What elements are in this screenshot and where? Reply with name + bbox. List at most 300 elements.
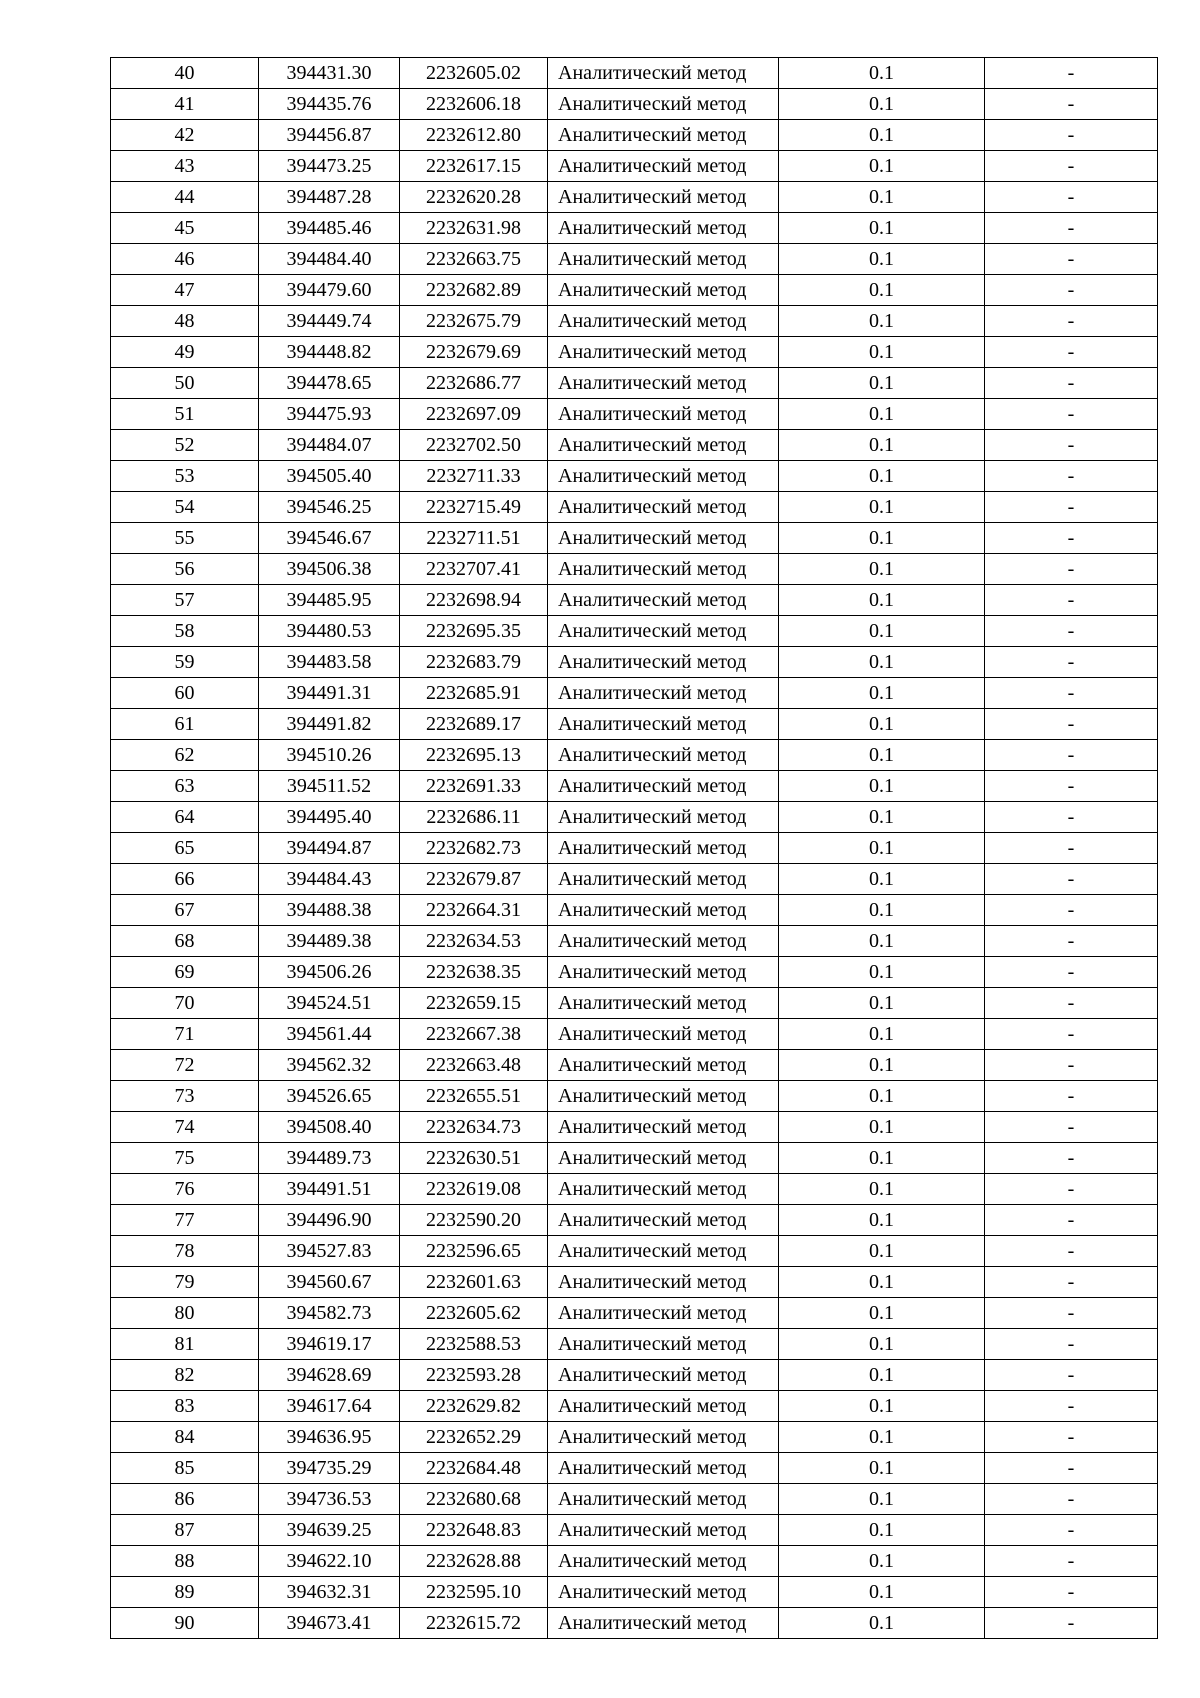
x-coordinate-cell: 394475.93 bbox=[259, 399, 400, 430]
method-cell: Аналитический метод bbox=[548, 616, 779, 647]
x-coordinate-cell: 394489.73 bbox=[259, 1143, 400, 1174]
description-cell: - bbox=[985, 1205, 1158, 1236]
accuracy-cell: 0.1 bbox=[779, 182, 985, 213]
description-cell: - bbox=[985, 1515, 1158, 1546]
x-coordinate-cell: 394505.40 bbox=[259, 461, 400, 492]
method-cell: Аналитический метод bbox=[548, 895, 779, 926]
accuracy-cell: 0.1 bbox=[779, 988, 985, 1019]
method-cell: Аналитический метод bbox=[548, 1205, 779, 1236]
table-row bbox=[111, 523, 1158, 554]
y-coordinate-cell: 2232659.15 bbox=[400, 988, 548, 1019]
description-cell: - bbox=[985, 957, 1158, 988]
accuracy-cell: 0.1 bbox=[779, 213, 985, 244]
y-coordinate-cell: 2232695.35 bbox=[400, 616, 548, 647]
description-cell: - bbox=[985, 1546, 1158, 1577]
table-row bbox=[111, 1205, 1158, 1236]
y-coordinate-cell: 2232697.09 bbox=[400, 399, 548, 430]
y-coordinate-cell: 2232698.94 bbox=[400, 585, 548, 616]
table-row bbox=[111, 1019, 1158, 1050]
y-coordinate-cell: 2232680.68 bbox=[400, 1484, 548, 1515]
description-cell: - bbox=[985, 1484, 1158, 1515]
table-row bbox=[111, 58, 1158, 89]
accuracy-cell: 0.1 bbox=[779, 1112, 985, 1143]
point-number-cell: 62 bbox=[111, 740, 259, 771]
description-cell: - bbox=[985, 368, 1158, 399]
accuracy-cell: 0.1 bbox=[779, 554, 985, 585]
method-cell: Аналитический метод bbox=[548, 740, 779, 771]
point-number-cell: 73 bbox=[111, 1081, 259, 1112]
accuracy-cell: 0.1 bbox=[779, 678, 985, 709]
y-coordinate-cell: 2232683.79 bbox=[400, 647, 548, 678]
description-cell: - bbox=[985, 1143, 1158, 1174]
accuracy-cell: 0.1 bbox=[779, 864, 985, 895]
point-number-cell: 82 bbox=[111, 1360, 259, 1391]
y-coordinate-cell: 2232620.28 bbox=[400, 182, 548, 213]
point-number-cell: 79 bbox=[111, 1267, 259, 1298]
point-number-cell: 89 bbox=[111, 1577, 259, 1608]
method-cell: Аналитический метод bbox=[548, 1515, 779, 1546]
table-row bbox=[111, 864, 1158, 895]
y-coordinate-cell: 2232588.53 bbox=[400, 1329, 548, 1360]
table-row bbox=[111, 895, 1158, 926]
x-coordinate-cell: 394506.38 bbox=[259, 554, 400, 585]
point-number-cell: 42 bbox=[111, 120, 259, 151]
x-coordinate-cell: 394483.58 bbox=[259, 647, 400, 678]
description-cell: - bbox=[985, 1422, 1158, 1453]
x-coordinate-cell: 394485.95 bbox=[259, 585, 400, 616]
table-row bbox=[111, 368, 1158, 399]
accuracy-cell: 0.1 bbox=[779, 740, 985, 771]
point-number-cell: 63 bbox=[111, 771, 259, 802]
point-number-cell: 78 bbox=[111, 1236, 259, 1267]
table-row bbox=[111, 151, 1158, 182]
table-row bbox=[111, 957, 1158, 988]
table-row bbox=[111, 1050, 1158, 1081]
y-coordinate-cell: 2232684.48 bbox=[400, 1453, 548, 1484]
table-row bbox=[111, 585, 1158, 616]
description-cell: - bbox=[985, 1019, 1158, 1050]
description-cell: - bbox=[985, 1577, 1158, 1608]
y-coordinate-cell: 2232686.77 bbox=[400, 368, 548, 399]
accuracy-cell: 0.1 bbox=[779, 120, 985, 151]
method-cell: Аналитический метод bbox=[548, 926, 779, 957]
description-cell: - bbox=[985, 492, 1158, 523]
y-coordinate-cell: 2232634.73 bbox=[400, 1112, 548, 1143]
point-number-cell: 60 bbox=[111, 678, 259, 709]
table-row bbox=[111, 120, 1158, 151]
table-row bbox=[111, 1360, 1158, 1391]
y-coordinate-cell: 2232682.89 bbox=[400, 275, 548, 306]
method-cell: Аналитический метод bbox=[548, 1484, 779, 1515]
accuracy-cell: 0.1 bbox=[779, 1608, 985, 1639]
point-number-cell: 57 bbox=[111, 585, 259, 616]
accuracy-cell: 0.1 bbox=[779, 430, 985, 461]
table-row bbox=[111, 1236, 1158, 1267]
description-cell: - bbox=[985, 802, 1158, 833]
x-coordinate-cell: 394489.38 bbox=[259, 926, 400, 957]
method-cell: Аналитический метод bbox=[548, 1391, 779, 1422]
method-cell: Аналитический метод bbox=[548, 399, 779, 430]
table-row bbox=[111, 616, 1158, 647]
accuracy-cell: 0.1 bbox=[779, 1174, 985, 1205]
table-row bbox=[111, 1174, 1158, 1205]
accuracy-cell: 0.1 bbox=[779, 244, 985, 275]
point-number-cell: 69 bbox=[111, 957, 259, 988]
x-coordinate-cell: 394478.65 bbox=[259, 368, 400, 399]
table-row bbox=[111, 337, 1158, 368]
accuracy-cell: 0.1 bbox=[779, 1360, 985, 1391]
y-coordinate-cell: 2232629.82 bbox=[400, 1391, 548, 1422]
method-cell: Аналитический метод bbox=[548, 1236, 779, 1267]
accuracy-cell: 0.1 bbox=[779, 1391, 985, 1422]
method-cell: Аналитический метод bbox=[548, 1608, 779, 1639]
accuracy-cell: 0.1 bbox=[779, 1050, 985, 1081]
x-coordinate-cell: 394491.51 bbox=[259, 1174, 400, 1205]
x-coordinate-cell: 394488.38 bbox=[259, 895, 400, 926]
table-row bbox=[111, 833, 1158, 864]
description-cell: - bbox=[985, 585, 1158, 616]
point-number-cell: 77 bbox=[111, 1205, 259, 1236]
method-cell: Аналитический метод bbox=[548, 89, 779, 120]
table-row bbox=[111, 1515, 1158, 1546]
method-cell: Аналитический метод bbox=[548, 368, 779, 399]
point-number-cell: 56 bbox=[111, 554, 259, 585]
x-coordinate-cell: 394435.76 bbox=[259, 89, 400, 120]
y-coordinate-cell: 2232675.79 bbox=[400, 306, 548, 337]
description-cell: - bbox=[985, 554, 1158, 585]
point-number-cell: 55 bbox=[111, 523, 259, 554]
description-cell: - bbox=[985, 461, 1158, 492]
description-cell: - bbox=[985, 523, 1158, 554]
point-number-cell: 68 bbox=[111, 926, 259, 957]
table-row bbox=[111, 1298, 1158, 1329]
x-coordinate-cell: 394639.25 bbox=[259, 1515, 400, 1546]
table-row bbox=[111, 647, 1158, 678]
description-cell: - bbox=[985, 833, 1158, 864]
x-coordinate-cell: 394479.60 bbox=[259, 275, 400, 306]
description-cell: - bbox=[985, 616, 1158, 647]
x-coordinate-cell: 394632.31 bbox=[259, 1577, 400, 1608]
y-coordinate-cell: 2232663.75 bbox=[400, 244, 548, 275]
method-cell: Аналитический метод bbox=[548, 1298, 779, 1329]
x-coordinate-cell: 394496.90 bbox=[259, 1205, 400, 1236]
accuracy-cell: 0.1 bbox=[779, 709, 985, 740]
description-cell: - bbox=[985, 1267, 1158, 1298]
description-cell: - bbox=[985, 120, 1158, 151]
method-cell: Аналитический метод bbox=[548, 120, 779, 151]
description-cell: - bbox=[985, 709, 1158, 740]
point-number-cell: 53 bbox=[111, 461, 259, 492]
y-coordinate-cell: 2232638.35 bbox=[400, 957, 548, 988]
method-cell: Аналитический метод bbox=[548, 275, 779, 306]
method-cell: Аналитический метод bbox=[548, 213, 779, 244]
method-cell: Аналитический метод bbox=[548, 1081, 779, 1112]
y-coordinate-cell: 2232711.51 bbox=[400, 523, 548, 554]
accuracy-cell: 0.1 bbox=[779, 1515, 985, 1546]
point-number-cell: 43 bbox=[111, 151, 259, 182]
method-cell: Аналитический метод bbox=[548, 337, 779, 368]
point-number-cell: 90 bbox=[111, 1608, 259, 1639]
table-row bbox=[111, 771, 1158, 802]
table-row bbox=[111, 244, 1158, 275]
accuracy-cell: 0.1 bbox=[779, 523, 985, 554]
method-cell: Аналитический метод bbox=[548, 1577, 779, 1608]
description-cell: - bbox=[985, 1608, 1158, 1639]
x-coordinate-cell: 394484.07 bbox=[259, 430, 400, 461]
method-cell: Аналитический метод bbox=[548, 1112, 779, 1143]
y-coordinate-cell: 2232595.10 bbox=[400, 1577, 548, 1608]
point-number-cell: 80 bbox=[111, 1298, 259, 1329]
y-coordinate-cell: 2232663.48 bbox=[400, 1050, 548, 1081]
x-coordinate-cell: 394526.65 bbox=[259, 1081, 400, 1112]
description-cell: - bbox=[985, 1081, 1158, 1112]
method-cell: Аналитический метод bbox=[548, 709, 779, 740]
table-row bbox=[111, 492, 1158, 523]
description-cell: - bbox=[985, 182, 1158, 213]
x-coordinate-cell: 394511.52 bbox=[259, 771, 400, 802]
description-cell: - bbox=[985, 151, 1158, 182]
description-cell: - bbox=[985, 864, 1158, 895]
x-coordinate-cell: 394546.67 bbox=[259, 523, 400, 554]
table-row bbox=[111, 678, 1158, 709]
method-cell: Аналитический метод bbox=[548, 1546, 779, 1577]
point-number-cell: 41 bbox=[111, 89, 259, 120]
y-coordinate-cell: 2232686.11 bbox=[400, 802, 548, 833]
x-coordinate-cell: 394561.44 bbox=[259, 1019, 400, 1050]
x-coordinate-cell: 394495.40 bbox=[259, 802, 400, 833]
table-row bbox=[111, 554, 1158, 585]
point-number-cell: 54 bbox=[111, 492, 259, 523]
point-number-cell: 70 bbox=[111, 988, 259, 1019]
method-cell: Аналитический метод bbox=[548, 1267, 779, 1298]
description-cell: - bbox=[985, 895, 1158, 926]
accuracy-cell: 0.1 bbox=[779, 461, 985, 492]
y-coordinate-cell: 2232612.80 bbox=[400, 120, 548, 151]
point-number-cell: 58 bbox=[111, 616, 259, 647]
y-coordinate-cell: 2232689.17 bbox=[400, 709, 548, 740]
table-row bbox=[111, 1484, 1158, 1515]
accuracy-cell: 0.1 bbox=[779, 368, 985, 399]
x-coordinate-cell: 394508.40 bbox=[259, 1112, 400, 1143]
y-coordinate-cell: 2232619.08 bbox=[400, 1174, 548, 1205]
y-coordinate-cell: 2232655.51 bbox=[400, 1081, 548, 1112]
description-cell: - bbox=[985, 306, 1158, 337]
accuracy-cell: 0.1 bbox=[779, 1484, 985, 1515]
accuracy-cell: 0.1 bbox=[779, 89, 985, 120]
y-coordinate-cell: 2232605.02 bbox=[400, 58, 548, 89]
y-coordinate-cell: 2232711.33 bbox=[400, 461, 548, 492]
point-number-cell: 47 bbox=[111, 275, 259, 306]
y-coordinate-cell: 2232593.28 bbox=[400, 1360, 548, 1391]
description-cell: - bbox=[985, 678, 1158, 709]
table-row bbox=[111, 1546, 1158, 1577]
x-coordinate-cell: 394560.67 bbox=[259, 1267, 400, 1298]
x-coordinate-cell: 394491.31 bbox=[259, 678, 400, 709]
accuracy-cell: 0.1 bbox=[779, 647, 985, 678]
table-row bbox=[111, 89, 1158, 120]
y-coordinate-cell: 2232695.13 bbox=[400, 740, 548, 771]
table-row bbox=[111, 275, 1158, 306]
method-cell: Аналитический метод bbox=[548, 430, 779, 461]
table-row bbox=[111, 1577, 1158, 1608]
x-coordinate-cell: 394449.74 bbox=[259, 306, 400, 337]
point-number-cell: 85 bbox=[111, 1453, 259, 1484]
point-number-cell: 46 bbox=[111, 244, 259, 275]
accuracy-cell: 0.1 bbox=[779, 771, 985, 802]
point-number-cell: 86 bbox=[111, 1484, 259, 1515]
description-cell: - bbox=[985, 771, 1158, 802]
accuracy-cell: 0.1 bbox=[779, 1205, 985, 1236]
method-cell: Аналитический метод bbox=[548, 554, 779, 585]
x-coordinate-cell: 394562.32 bbox=[259, 1050, 400, 1081]
method-cell: Аналитический метод bbox=[548, 647, 779, 678]
accuracy-cell: 0.1 bbox=[779, 1422, 985, 1453]
point-number-cell: 87 bbox=[111, 1515, 259, 1546]
x-coordinate-cell: 394487.28 bbox=[259, 182, 400, 213]
table-row bbox=[111, 1453, 1158, 1484]
description-cell: - bbox=[985, 58, 1158, 89]
accuracy-cell: 0.1 bbox=[779, 1143, 985, 1174]
description-cell: - bbox=[985, 1236, 1158, 1267]
table-row bbox=[111, 430, 1158, 461]
description-cell: - bbox=[985, 647, 1158, 678]
point-number-cell: 44 bbox=[111, 182, 259, 213]
x-coordinate-cell: 394524.51 bbox=[259, 988, 400, 1019]
x-coordinate-cell: 394456.87 bbox=[259, 120, 400, 151]
point-number-cell: 66 bbox=[111, 864, 259, 895]
x-coordinate-cell: 394628.69 bbox=[259, 1360, 400, 1391]
point-number-cell: 64 bbox=[111, 802, 259, 833]
method-cell: Аналитический метод bbox=[548, 151, 779, 182]
x-coordinate-cell: 394484.43 bbox=[259, 864, 400, 895]
y-coordinate-cell: 2232682.73 bbox=[400, 833, 548, 864]
y-coordinate-cell: 2232617.15 bbox=[400, 151, 548, 182]
accuracy-cell: 0.1 bbox=[779, 1236, 985, 1267]
description-cell: - bbox=[985, 337, 1158, 368]
method-cell: Аналитический метод bbox=[548, 864, 779, 895]
y-coordinate-cell: 2232601.63 bbox=[400, 1267, 548, 1298]
x-coordinate-cell: 394491.82 bbox=[259, 709, 400, 740]
accuracy-cell: 0.1 bbox=[779, 1546, 985, 1577]
y-coordinate-cell: 2232596.65 bbox=[400, 1236, 548, 1267]
point-number-cell: 49 bbox=[111, 337, 259, 368]
description-cell: - bbox=[985, 988, 1158, 1019]
accuracy-cell: 0.1 bbox=[779, 1298, 985, 1329]
x-coordinate-cell: 394673.41 bbox=[259, 1608, 400, 1639]
point-number-cell: 61 bbox=[111, 709, 259, 740]
y-coordinate-cell: 2232691.33 bbox=[400, 771, 548, 802]
table-row bbox=[111, 306, 1158, 337]
point-number-cell: 74 bbox=[111, 1112, 259, 1143]
y-coordinate-cell: 2232615.72 bbox=[400, 1608, 548, 1639]
method-cell: Аналитический метод bbox=[548, 492, 779, 523]
method-cell: Аналитический метод bbox=[548, 833, 779, 864]
point-number-cell: 81 bbox=[111, 1329, 259, 1360]
description-cell: - bbox=[985, 275, 1158, 306]
method-cell: Аналитический метод bbox=[548, 771, 779, 802]
point-number-cell: 48 bbox=[111, 306, 259, 337]
accuracy-cell: 0.1 bbox=[779, 616, 985, 647]
coordinates-table bbox=[110, 57, 1158, 1639]
y-coordinate-cell: 2232715.49 bbox=[400, 492, 548, 523]
y-coordinate-cell: 2232702.50 bbox=[400, 430, 548, 461]
y-coordinate-cell: 2232590.20 bbox=[400, 1205, 548, 1236]
y-coordinate-cell: 2232667.38 bbox=[400, 1019, 548, 1050]
x-coordinate-cell: 394582.73 bbox=[259, 1298, 400, 1329]
accuracy-cell: 0.1 bbox=[779, 957, 985, 988]
coordinates-table-body bbox=[111, 58, 1158, 1639]
table-row bbox=[111, 1329, 1158, 1360]
x-coordinate-cell: 394480.53 bbox=[259, 616, 400, 647]
method-cell: Аналитический метод bbox=[548, 957, 779, 988]
method-cell: Аналитический метод bbox=[548, 306, 779, 337]
table-row bbox=[111, 1608, 1158, 1639]
accuracy-cell: 0.1 bbox=[779, 926, 985, 957]
x-coordinate-cell: 394617.64 bbox=[259, 1391, 400, 1422]
table-row bbox=[111, 182, 1158, 213]
table-row bbox=[111, 926, 1158, 957]
method-cell: Аналитический метод bbox=[548, 1174, 779, 1205]
table-row bbox=[111, 1422, 1158, 1453]
accuracy-cell: 0.1 bbox=[779, 337, 985, 368]
description-cell: - bbox=[985, 1298, 1158, 1329]
method-cell: Аналитический метод bbox=[548, 1019, 779, 1050]
accuracy-cell: 0.1 bbox=[779, 58, 985, 89]
table-row bbox=[111, 1267, 1158, 1298]
method-cell: Аналитический метод bbox=[548, 1329, 779, 1360]
description-cell: - bbox=[985, 1453, 1158, 1484]
x-coordinate-cell: 394448.82 bbox=[259, 337, 400, 368]
x-coordinate-cell: 394636.95 bbox=[259, 1422, 400, 1453]
table-row bbox=[111, 1391, 1158, 1422]
x-coordinate-cell: 394735.29 bbox=[259, 1453, 400, 1484]
description-cell: - bbox=[985, 1360, 1158, 1391]
x-coordinate-cell: 394473.25 bbox=[259, 151, 400, 182]
point-number-cell: 76 bbox=[111, 1174, 259, 1205]
y-coordinate-cell: 2232606.18 bbox=[400, 89, 548, 120]
accuracy-cell: 0.1 bbox=[779, 1577, 985, 1608]
method-cell: Аналитический метод bbox=[548, 182, 779, 213]
accuracy-cell: 0.1 bbox=[779, 802, 985, 833]
y-coordinate-cell: 2232707.41 bbox=[400, 554, 548, 585]
description-cell: - bbox=[985, 1050, 1158, 1081]
method-cell: Аналитический метод bbox=[548, 1050, 779, 1081]
table-row bbox=[111, 461, 1158, 492]
table-row bbox=[111, 1143, 1158, 1174]
point-number-cell: 83 bbox=[111, 1391, 259, 1422]
y-coordinate-cell: 2232631.98 bbox=[400, 213, 548, 244]
y-coordinate-cell: 2232605.62 bbox=[400, 1298, 548, 1329]
accuracy-cell: 0.1 bbox=[779, 1019, 985, 1050]
x-coordinate-cell: 394485.46 bbox=[259, 213, 400, 244]
x-coordinate-cell: 394622.10 bbox=[259, 1546, 400, 1577]
table-row bbox=[111, 1081, 1158, 1112]
accuracy-cell: 0.1 bbox=[779, 585, 985, 616]
description-cell: - bbox=[985, 926, 1158, 957]
description-cell: - bbox=[985, 430, 1158, 461]
accuracy-cell: 0.1 bbox=[779, 492, 985, 523]
method-cell: Аналитический метод bbox=[548, 1360, 779, 1391]
description-cell: - bbox=[985, 213, 1158, 244]
point-number-cell: 51 bbox=[111, 399, 259, 430]
table-row bbox=[111, 709, 1158, 740]
description-cell: - bbox=[985, 1112, 1158, 1143]
point-number-cell: 71 bbox=[111, 1019, 259, 1050]
y-coordinate-cell: 2232630.51 bbox=[400, 1143, 548, 1174]
point-number-cell: 84 bbox=[111, 1422, 259, 1453]
x-coordinate-cell: 394494.87 bbox=[259, 833, 400, 864]
method-cell: Аналитический метод bbox=[548, 1143, 779, 1174]
